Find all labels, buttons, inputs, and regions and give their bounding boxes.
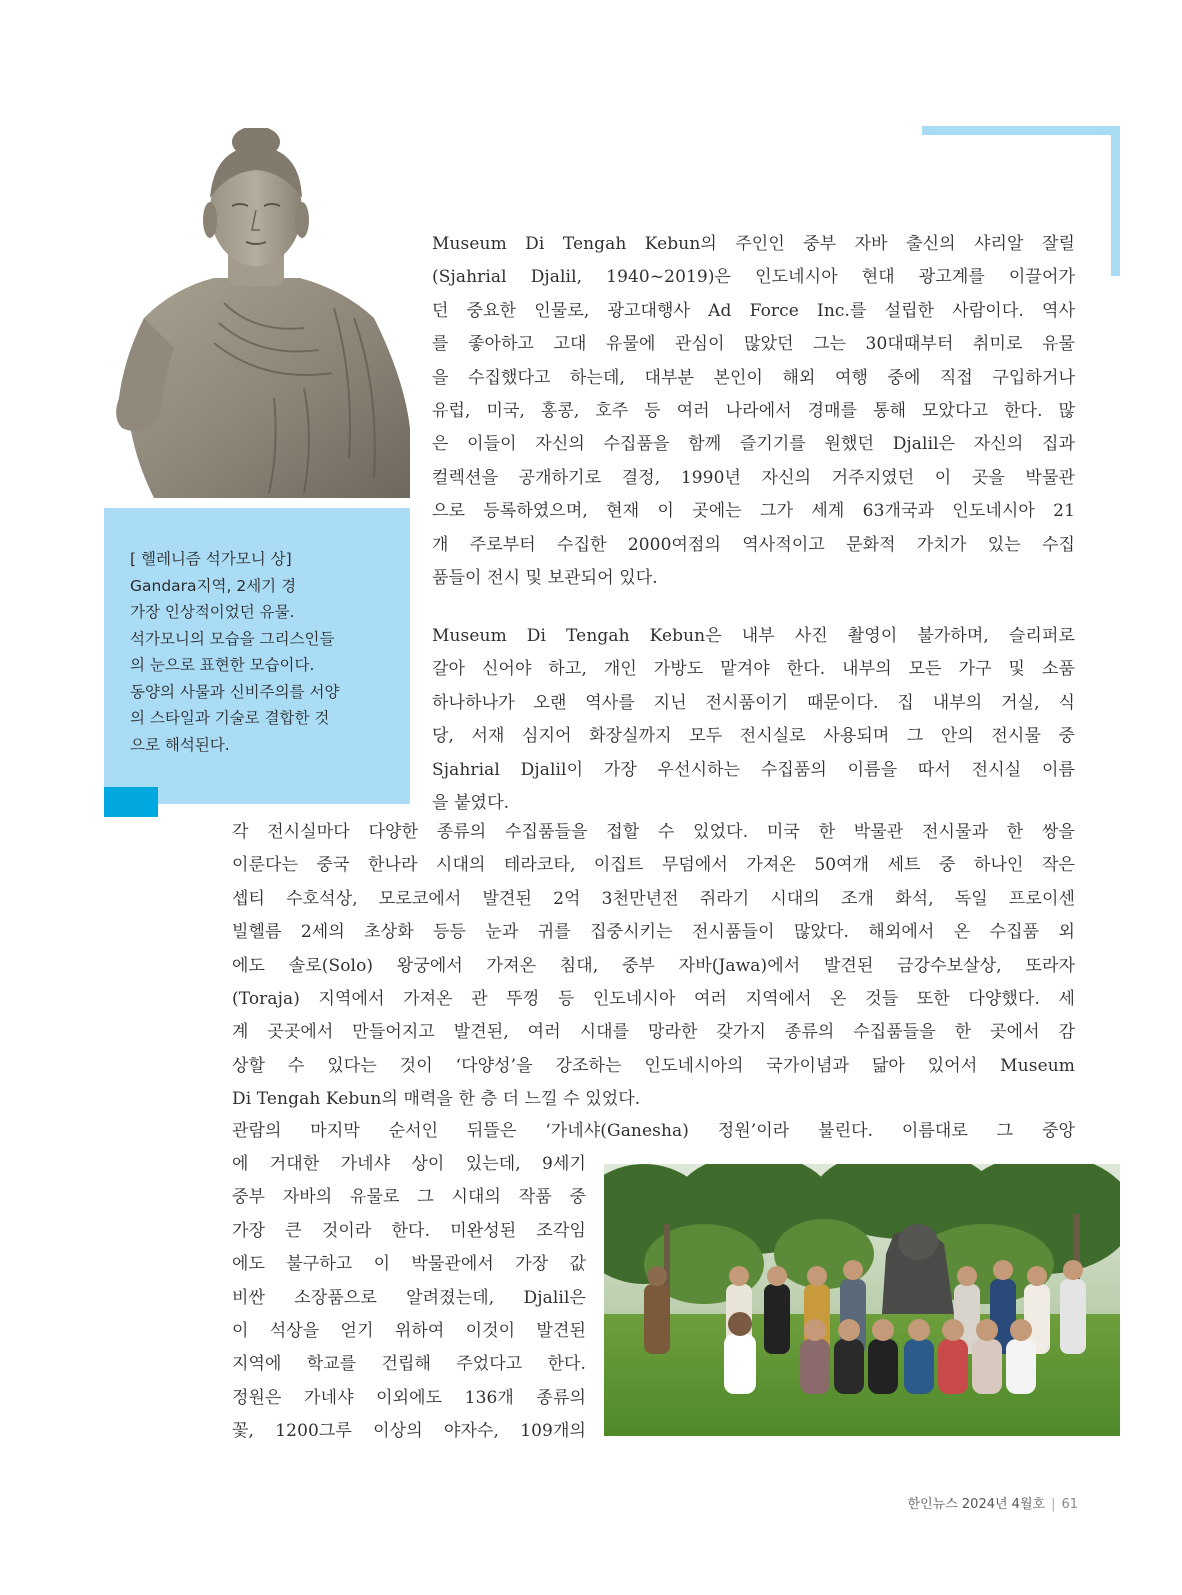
caption-line: 가장 인상적이었던 유물. [130, 603, 295, 621]
paragraph-garden [232, 1148, 586, 1449]
corner-bracket-side [1111, 126, 1120, 276]
corner-bracket-top [922, 126, 1120, 135]
caption-line: 의 눈으로 표현한 모습이다. [130, 656, 315, 674]
caption-line: [ 헬레니즘 석가모니 상] [130, 550, 292, 568]
page-footer [868, 1493, 1078, 1512]
text-line: 으로 등록하였으며, 현재 이 곳에는 그가 세계 63개국과 인도네시아 21 [432, 501, 1075, 522]
paragraph-garden-intro [232, 1115, 1075, 1148]
paragraph-visit-rules [432, 620, 1075, 820]
text-line: 품들이 전시 및 보관되어 있다. [432, 568, 658, 589]
group-photo-image [604, 1164, 1120, 1436]
text-line: 정원은 가네샤 이외에도 136개 종류의 [232, 1387, 586, 1408]
text-line: 던 중요한 인물로, 광고대행사 Ad Force Inc.를 설립한 사람이다. 역사 [432, 300, 1075, 321]
paragraph-collections [232, 816, 1075, 1117]
buddha-statue-image [104, 128, 410, 498]
text-line: Sjahrial Djalil이 가장 우선시하는 수집품의 이름을 따서 전시실 이름 [432, 759, 1075, 780]
text-line: 컬렉션을 공개하기로 결정, 1990년 자신의 거주지였던 이 곳을 박물관 [432, 467, 1075, 488]
text-line: 에 거대한 가네샤 상이 있는데, 9세기 [232, 1154, 586, 1174]
text-line: 유럽, 미국, 홍콩, 호주 등 여러 나라에서 경매를 통해 모았다고 한다. 많 [432, 401, 1075, 422]
footer-separator: | [1051, 1497, 1056, 1512]
text-line: 에도 솔로(Solo) 왕궁에서 가져온 침대, 중부 자바(Jawa)에서 발견된 금강수보살상, 또라자 [232, 955, 1075, 976]
caption-line: Gandara지역, 2세기 경 [130, 576, 297, 595]
magazine-issue: 한인뉴스 2024년 4월호 [907, 1497, 1046, 1512]
text-line: 이룬다는 중국 한나라 시대의 테라코타, 이집트 무덤에서 가져온 50여개 세트 중 하나인 작은 [232, 855, 1075, 876]
text-line: 하나하나가 오랜 역사를 지닌 전시품이기 때문이다. 집 내부의 거실, 식 [432, 692, 1075, 713]
text-line: 를 좋아하고 고대 유물에 관심이 많았던 그는 30대때부터 취미로 유물 [432, 334, 1075, 355]
text-line: 개 주로부터 수집한 2000여점의 역사적이고 문화적 가치가 있는 수집 [432, 534, 1075, 555]
text-line: 지역에 학교를 건립해 주었다고 한다. [232, 1354, 586, 1375]
paragraph-founder [432, 228, 1075, 595]
text-line: 비싼 소장품으로 알려졌는데, Djalil은 [232, 1287, 586, 1308]
text-line: 을 수집했다고 하는데, 대부분 본인이 해외 여행 중에 직접 구입하거나 [432, 367, 1075, 388]
text-line: 이 석상을 얻기 위하여 이것이 발견된 [232, 1321, 586, 1342]
text-line: (Toraja) 지역에서 가져온 관 뚜껑 등 인도네시아 여러 지역에서 온 것들 또한 다양했다. 세 [232, 989, 1075, 1010]
text-line: 가장 큰 것이라 한다. 미완성된 조각임 [232, 1220, 586, 1241]
text-line: 꽃, 1200그루 이상의 야자수, 109개의 [232, 1421, 586, 1442]
caption-line: 동양의 사물과 신비주의를 서양 [130, 682, 340, 701]
text-line: Museum Di Tengah Kebun은 내부 사진 촬영이 불가하며, 슬리퍼로 [432, 626, 1075, 646]
text-line: 각 전시실마다 다양한 종류의 수집품들을 접할 수 있었다. 미국 한 박물관 전시물과 한 쌍을 [232, 822, 1075, 842]
caption-accent-bar [104, 787, 158, 817]
text-line: 빌헬름 2세의 초상화 등등 눈과 귀를 집중시키는 전시품들이 많았다. 해외에서 온 수집품 외 [232, 922, 1075, 943]
page-number: 61 [1061, 1497, 1078, 1512]
text-line: 관람의 마지막 순서인 뒤뜰은 ‘가네샤(Ganesha) 정원’이라 불린다. 이름대로 그 중앙 [232, 1121, 1075, 1141]
text-line: (Sjahrial Djalil, 1940~2019)은 인도네시아 현대 광고계를 이끌어가 [432, 267, 1075, 288]
text-line: 당, 서재 심지어 화장실까지 모두 전시실로 사용되며 그 안의 전시물 중 [432, 726, 1075, 747]
text-line: Di Tengah Kebun의 매력을 한 층 더 느낄 수 있었다. [232, 1089, 641, 1110]
text-line: 은 이들이 자신의 수집품을 함께 즐기기를 원했던 Djalil은 자신의 집과 [432, 434, 1075, 455]
text-line: 셉티 수호석상, 모로코에서 발견된 2억 3천만년전 쥐라기 시대의 조개 화석, 독일 프로이센 [232, 888, 1075, 909]
caption-line: 의 스타일과 기술로 결합한 것 [130, 709, 330, 727]
text-line: 에도 불구하고 이 박물관에서 가장 값 [232, 1254, 586, 1275]
text-line: 갈아 신어야 하고, 개인 가방도 맡겨야 한다. 내부의 모든 가구 및 소품 [432, 659, 1075, 680]
text-line: 을 붙였다. [432, 793, 510, 814]
text-line: Museum Di Tengah Kebun의 주인인 중부 자바 출신의 샤리알 잘릴 [432, 234, 1075, 254]
text-line: 계 곳곳에서 만들어지고 발견된, 여러 시대를 망라한 갖가지 종류의 수집품들을 한 곳에서 감 [232, 1022, 1075, 1043]
caption-line: 석가모니의 모습을 그리스인들 [130, 629, 335, 648]
text-line: 상할 수 있다는 것이 ‘다양성’을 강조하는 인도네시아의 국가이념과 닮아 있어서 Museum [232, 1055, 1075, 1076]
text-line: 중부 자바의 유물로 그 시대의 작품 중 [232, 1187, 586, 1208]
statue-caption [130, 546, 392, 758]
caption-line: 으로 해석된다. [130, 735, 230, 754]
